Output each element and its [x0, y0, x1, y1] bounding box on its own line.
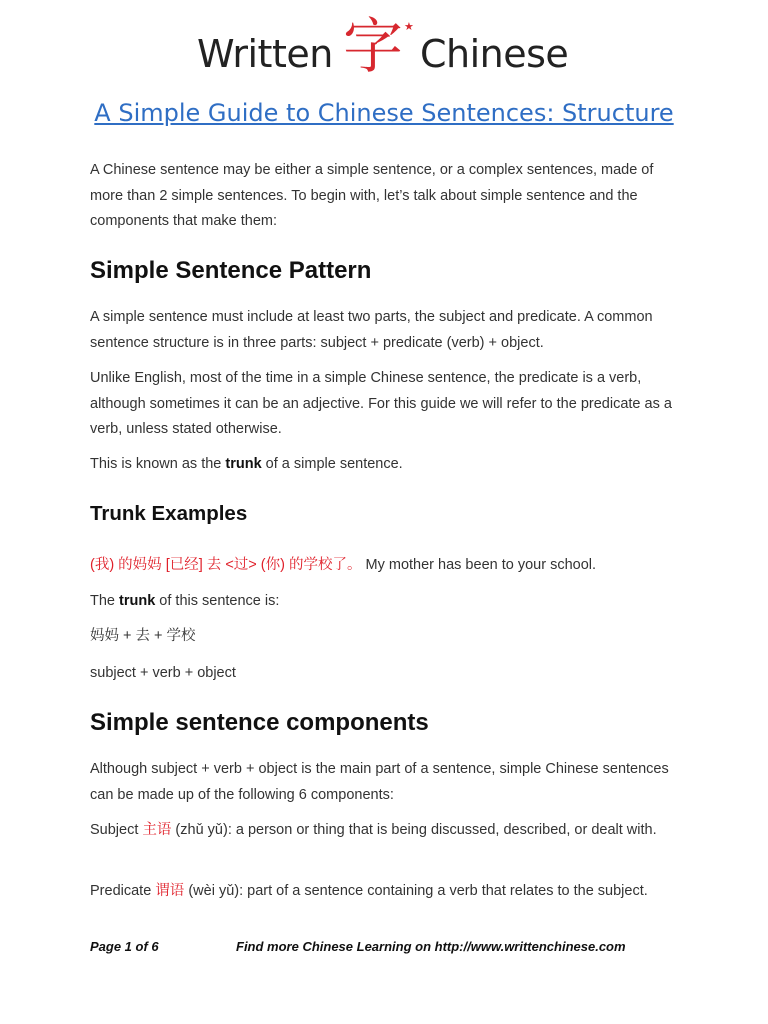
pattern-paragraph-1: A simple sentence must include at least two parts, the subject and predicate. A common sentence structure is in three parts: subject + predicate (verb) + object.	[90, 309, 653, 351]
predicate-chinese: 谓语	[155, 883, 185, 899]
section-heading-simple-sentence-pattern: Simple Sentence Pattern	[90, 257, 372, 284]
page-number: Page 1 of 6	[90, 939, 159, 954]
trunk-line: The trunk of this sentence is:	[90, 593, 280, 609]
logo-glyph: 字	[343, 12, 403, 82]
trunk-english-formula: subject + verb + object	[90, 665, 236, 681]
subject-chinese: 主语	[142, 822, 172, 838]
section-heading-trunk-examples: Trunk Examples	[90, 502, 248, 525]
trunk-example-sentence	[90, 553, 690, 579]
predicate-definition: Predicate 谓语 (wèi yǔ): part of a sentence containing a verb that relates to the subject.	[90, 883, 648, 899]
example-chinese: (我) 的妈妈 [已经] 去 <过> (你) 的学校了。	[90, 557, 362, 573]
logo-star-icon: ★	[404, 21, 414, 33]
section-heading-simple-sentence-components: Simple sentence components	[90, 709, 429, 736]
logo-left-word: Written	[197, 32, 333, 76]
intro-paragraph: A Chinese sentence may be either a simple sentence, or a complex sentences, made of more than 2 simple sentences. To begin with, let’s talk about simple sentence and the components that make them:	[90, 162, 654, 229]
pattern-paragraph-3: This is known as the trunk of a simple sentence.	[90, 456, 403, 472]
subject-definition: Subject 主语 (zhǔ yǔ): a person or thing that is being discussed, described, or dealt with.	[90, 822, 657, 838]
example-english: My mother has been to your school.	[361, 557, 597, 573]
trunk-term: trunk	[225, 456, 262, 472]
pattern-paragraph-2: Unlike English, most of the time in a simple Chinese sentence, the predicate is a verb, although sometimes it can be an adjective. For this guide we will refer to the predicate as a verb, unless stated otherwise.	[90, 370, 672, 437]
components-paragraph: Although subject + verb + object is the main part of a sentence, simple Chinese sentences can be made up of the following 6 components:	[90, 761, 669, 803]
writtenchinese-logo	[0, 8, 768, 88]
document-title[interactable]: A Simple Guide to Chinese Sentences: Structure	[94, 99, 674, 127]
trunk-chinese-formula: 妈妈 + 去 + 学校	[90, 628, 196, 644]
footer-promo-link[interactable]: Find more Chinese Learning on http://www.writtenchinese.com	[236, 939, 626, 954]
logo-right-word: Chinese	[420, 32, 569, 76]
